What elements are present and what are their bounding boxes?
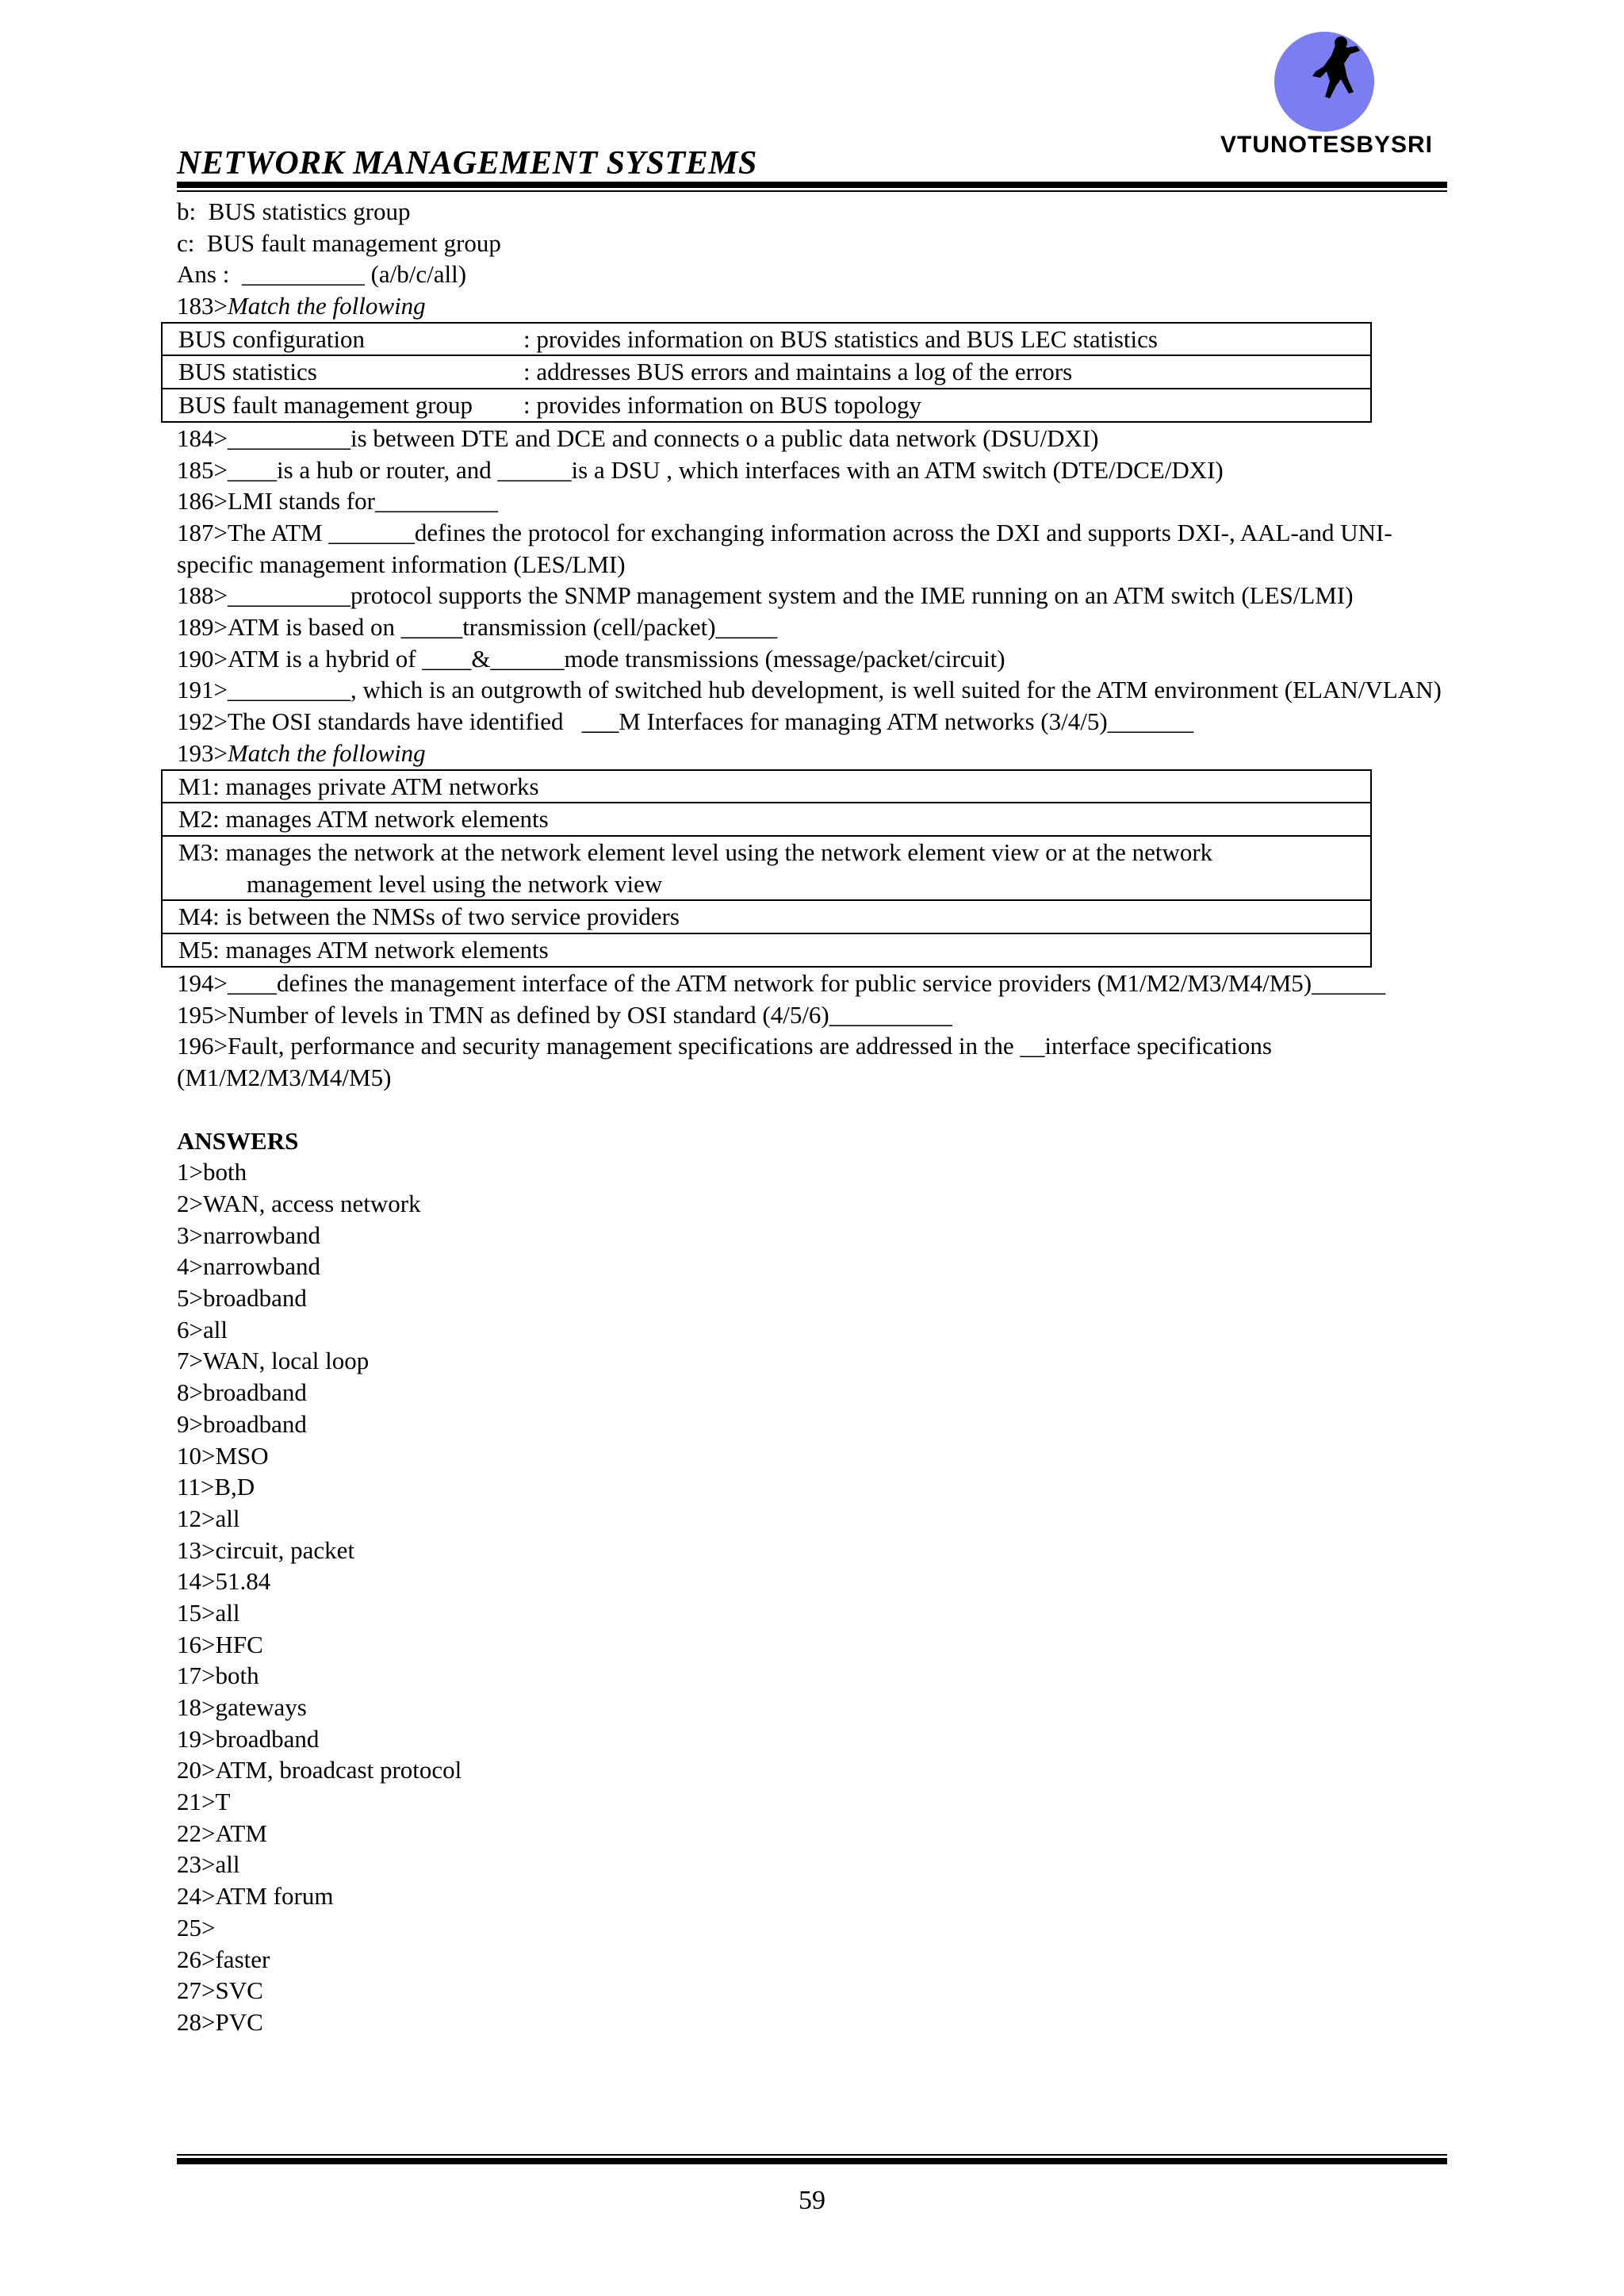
question-number: 183> xyxy=(177,292,228,320)
answer-item: 22>ATM xyxy=(177,1819,267,1847)
table-row xyxy=(162,355,1371,389)
table-cell-right: : addresses BUS errors and maintains a log of the errors xyxy=(523,358,1073,386)
table-cell-left: BUS configuration xyxy=(178,324,366,353)
answer-item: 5>broadband xyxy=(177,1284,307,1313)
page-header-title: NETWORK MANAGEMENT SYSTEMS xyxy=(177,145,757,182)
text-line: Ans : __________ (a/b/c/all) xyxy=(177,260,467,289)
answer-item: 11>B,D xyxy=(177,1473,255,1501)
table-cell-right: : provides information on BUS topology xyxy=(523,391,922,420)
question-193 xyxy=(177,738,1447,769)
question-183 xyxy=(177,290,1447,322)
answer-item: 25> xyxy=(177,1913,216,1941)
page-number: 59 xyxy=(799,2186,825,2215)
answer-item: 15>all xyxy=(177,1598,240,1627)
answer-item: 14>51.84 xyxy=(177,1567,271,1596)
match-table-183 xyxy=(161,322,1372,423)
question-194: 194>____defines the management interface of the ATM network for public service providers (M1/M2/M3/M4/M5)______ xyxy=(177,968,1386,997)
table-cell: M2: manages ATM network elements xyxy=(162,803,1371,836)
answer-item: 23>all xyxy=(177,1850,240,1879)
table-row xyxy=(162,933,1371,967)
table-cell-left: BUS fault management group xyxy=(178,391,473,420)
table-cell: M1: manages private ATM networks xyxy=(162,770,1371,803)
question-191: 191>__________, which is an outgrowth of switched hub development, is well suited for the ATM environment (ELAN/VLAN) xyxy=(177,676,1442,704)
table-cell-line: M3: manages the network at the network element level using the network element view or at the network xyxy=(178,838,1213,866)
text-line: c: BUS fault management group xyxy=(177,228,501,257)
question-text: Match the following xyxy=(227,292,426,320)
header-rule xyxy=(177,182,1447,188)
answer-item: 19>broadband xyxy=(177,1724,320,1753)
footer-rule xyxy=(177,2158,1447,2164)
answer-item: 7>WAN, local loop xyxy=(177,1347,370,1375)
table-row xyxy=(162,323,1371,356)
answer-item: 6>all xyxy=(177,1315,228,1343)
answer-item: 21>T xyxy=(177,1788,231,1816)
table-row xyxy=(162,803,1371,836)
answer-item: 12>all xyxy=(177,1504,240,1532)
answer-item: 20>ATM, broadcast protocol xyxy=(177,1756,462,1784)
question-text: Match the following xyxy=(227,738,426,767)
question-185: 185>____is a hub or router, and ______is a DSU , which interfaces with an ATM switch (DTE/DCE/DXI) xyxy=(177,455,1224,484)
match-table-193 xyxy=(161,769,1372,968)
answer-item: 1>both xyxy=(177,1158,247,1186)
answer-item: 10>MSO xyxy=(177,1441,269,1470)
logo-text: VTUNOTESBYSRI xyxy=(1220,132,1434,158)
table-row xyxy=(162,770,1371,803)
text-line: b: BUS statistics group xyxy=(177,197,411,225)
table-row xyxy=(162,836,1371,900)
answer-item: 4>narrowband xyxy=(177,1252,321,1281)
header-rule-thin xyxy=(177,190,1447,192)
table-row xyxy=(162,900,1371,933)
answer-item: 16>HFC xyxy=(177,1630,263,1658)
table-cell-left: BUS statistics xyxy=(178,358,317,386)
footer-rule-thin xyxy=(177,2154,1447,2156)
answer-item: 2>WAN, access network xyxy=(177,1190,421,1217)
climber-logo-icon xyxy=(1274,32,1374,132)
answer-item: 3>narrowband xyxy=(177,1221,321,1249)
answers-list xyxy=(177,1156,1447,2037)
answer-item: 18>gateways xyxy=(177,1693,307,1721)
answers-heading: ANSWERS xyxy=(177,1126,299,1155)
question-195: 195>Number of levels in TMN as defined by OSI standard (4/5/6)__________ xyxy=(177,1000,952,1029)
answer-item: 8>broadband xyxy=(177,1378,307,1407)
answer-item: 24>ATM forum xyxy=(177,1882,334,1911)
question-187: 187>The ATM _______defines the protocol for exchanging information across the DXI and supports DXI-, AAL-and UNI-specific management information (LES/LMI) xyxy=(177,518,1392,578)
answer-item: 28>PVC xyxy=(177,2007,263,2036)
page-content xyxy=(177,196,1447,2038)
table-row xyxy=(162,389,1371,422)
table-cell-right: : provides information on BUS statistics and BUS LEC statistics xyxy=(523,324,1158,353)
question-186: 186>LMI stands for__________ xyxy=(177,487,498,516)
question-189: 189>ATM is based on _____transmission (cell/packet)_____ xyxy=(177,613,778,642)
answer-item: 26>faster xyxy=(177,1945,270,1973)
question-number: 193> xyxy=(177,738,228,767)
question-184: 184>__________is between DTE and DCE and connects o a public data network (DSU/DXI) xyxy=(177,424,1099,452)
question-196: 196>Fault, performance and security management specifications are addressed in the __interface specifications (M1/M2/M3/M4/M5) xyxy=(177,1032,1278,1091)
answer-item: 9>broadband xyxy=(177,1409,307,1438)
question-188: 188>__________protocol supports the SNMP management system and the IME running on an ATM switch (LES/LMI) xyxy=(177,581,1354,610)
question-192: 192>The OSI standards have identified ___M Interfaces for managing ATM networks (3/4/5)_______ xyxy=(177,707,1194,736)
table-cell: M5: manages ATM network elements xyxy=(162,933,1371,967)
table-cell-continuation: management level using the network view xyxy=(247,869,663,898)
question-190: 190>ATM is a hybrid of ____&______mode transmissions (message/packet/circuit) xyxy=(177,644,1005,673)
answer-item: 17>both xyxy=(177,1662,259,1690)
answer-item: 27>SVC xyxy=(177,1976,263,2005)
table-cell: M4: is between the NMSs of two service providers xyxy=(162,900,1371,933)
answer-item: 13>circuit, packet xyxy=(177,1535,355,1564)
